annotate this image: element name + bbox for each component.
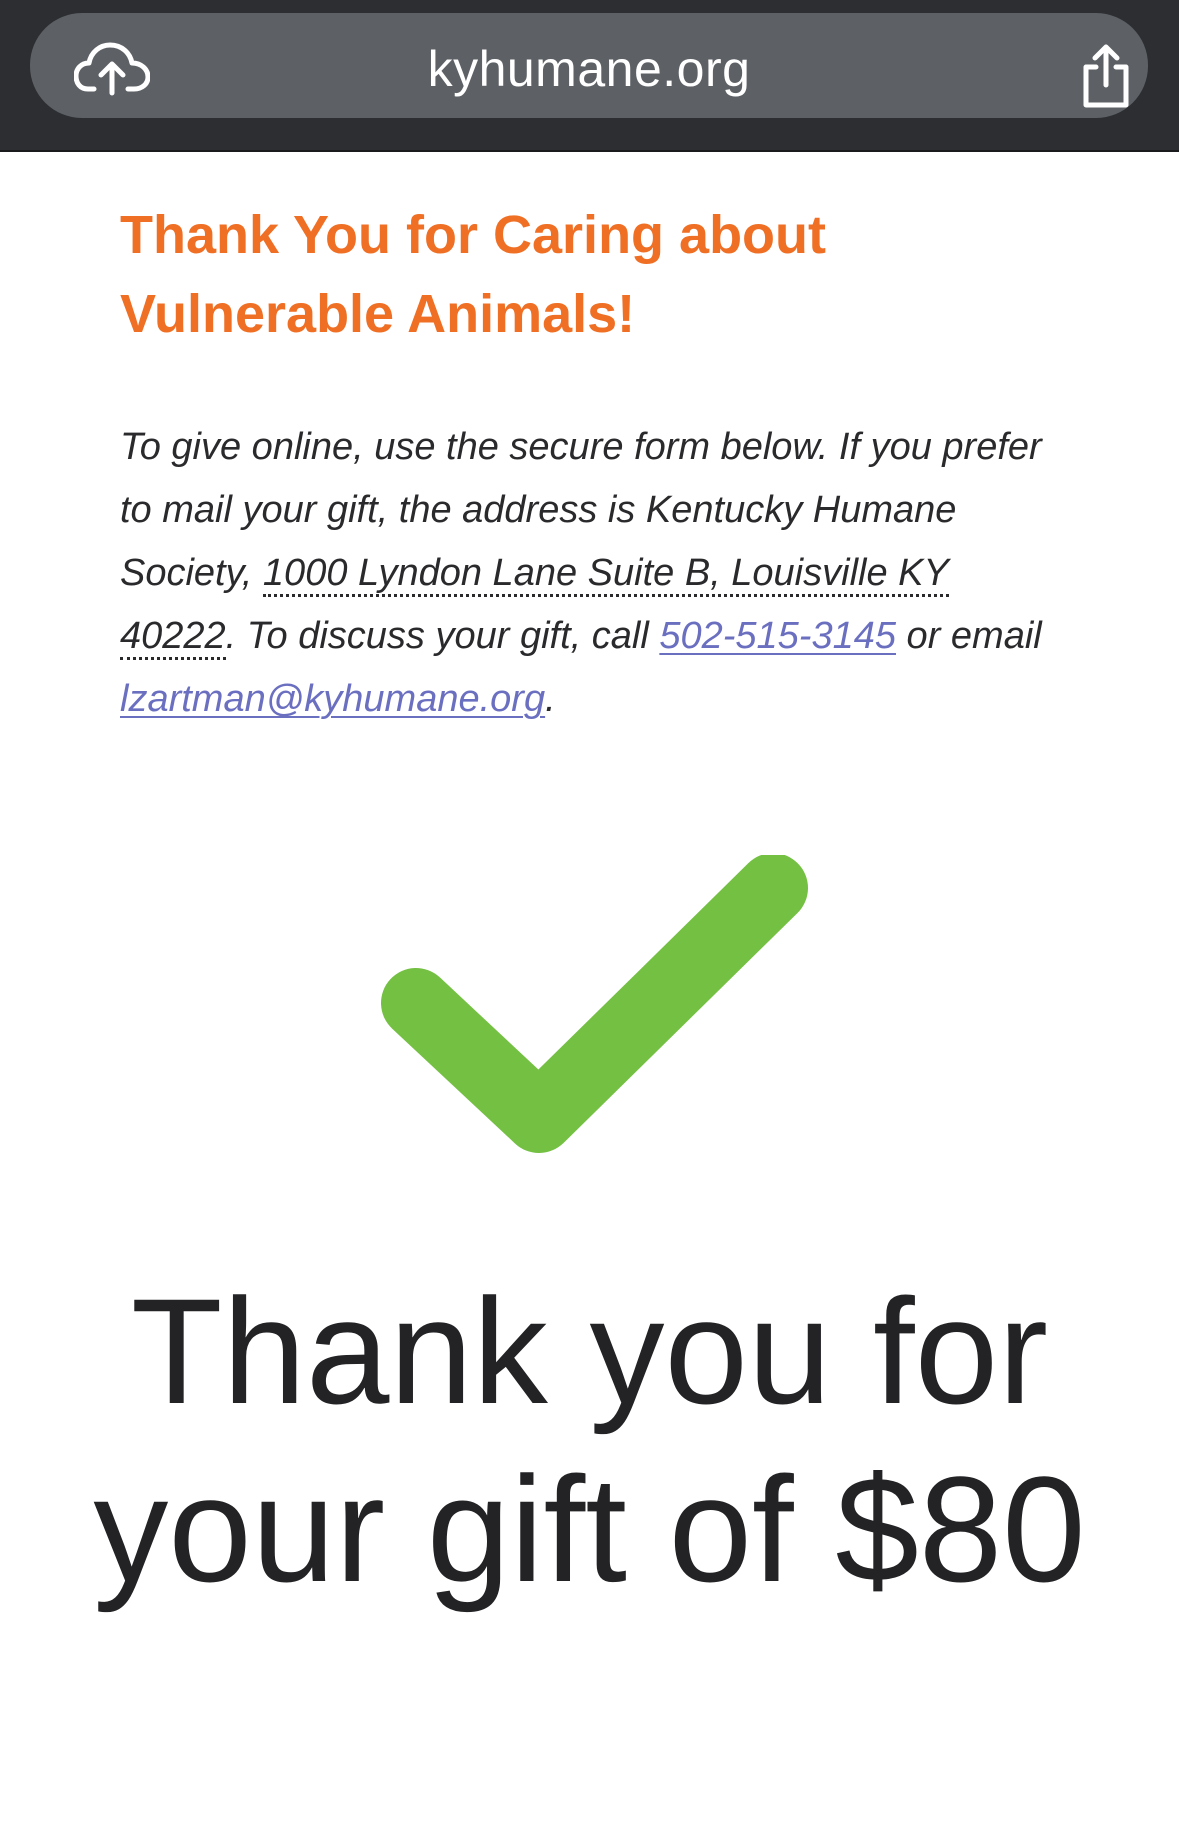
intro-text: or email [896,615,1042,657]
intro-paragraph [120,416,1070,731]
url-text[interactable]: kyhumane.org [427,41,751,97]
email-link[interactable]: lzartman@kyhumane.org [120,678,546,720]
address-bar[interactable] [30,13,1148,118]
page-heading: Thank You for Caring about Vulnerable Animals! [120,205,827,344]
browser-top-bar [0,0,1179,152]
intro-text: . [545,678,556,720]
intro-text: . To discuss your gift, call [225,615,660,657]
phone-link[interactable]: 502-515-3145 [659,615,896,657]
mailing-address[interactable]: 1000 Lyndon Lane Suite B, Louisville KY 40222 [120,552,949,660]
intro-text: To give online, use the secure form below. If you prefer to mail your gift, the address is Kentucky Humane Society, [120,426,1042,594]
thank-you-message: Thank you for your gift of $80 [93,1267,1086,1613]
share-icon[interactable] [1078,43,1134,109]
checkmark-icon [380,855,820,1175]
